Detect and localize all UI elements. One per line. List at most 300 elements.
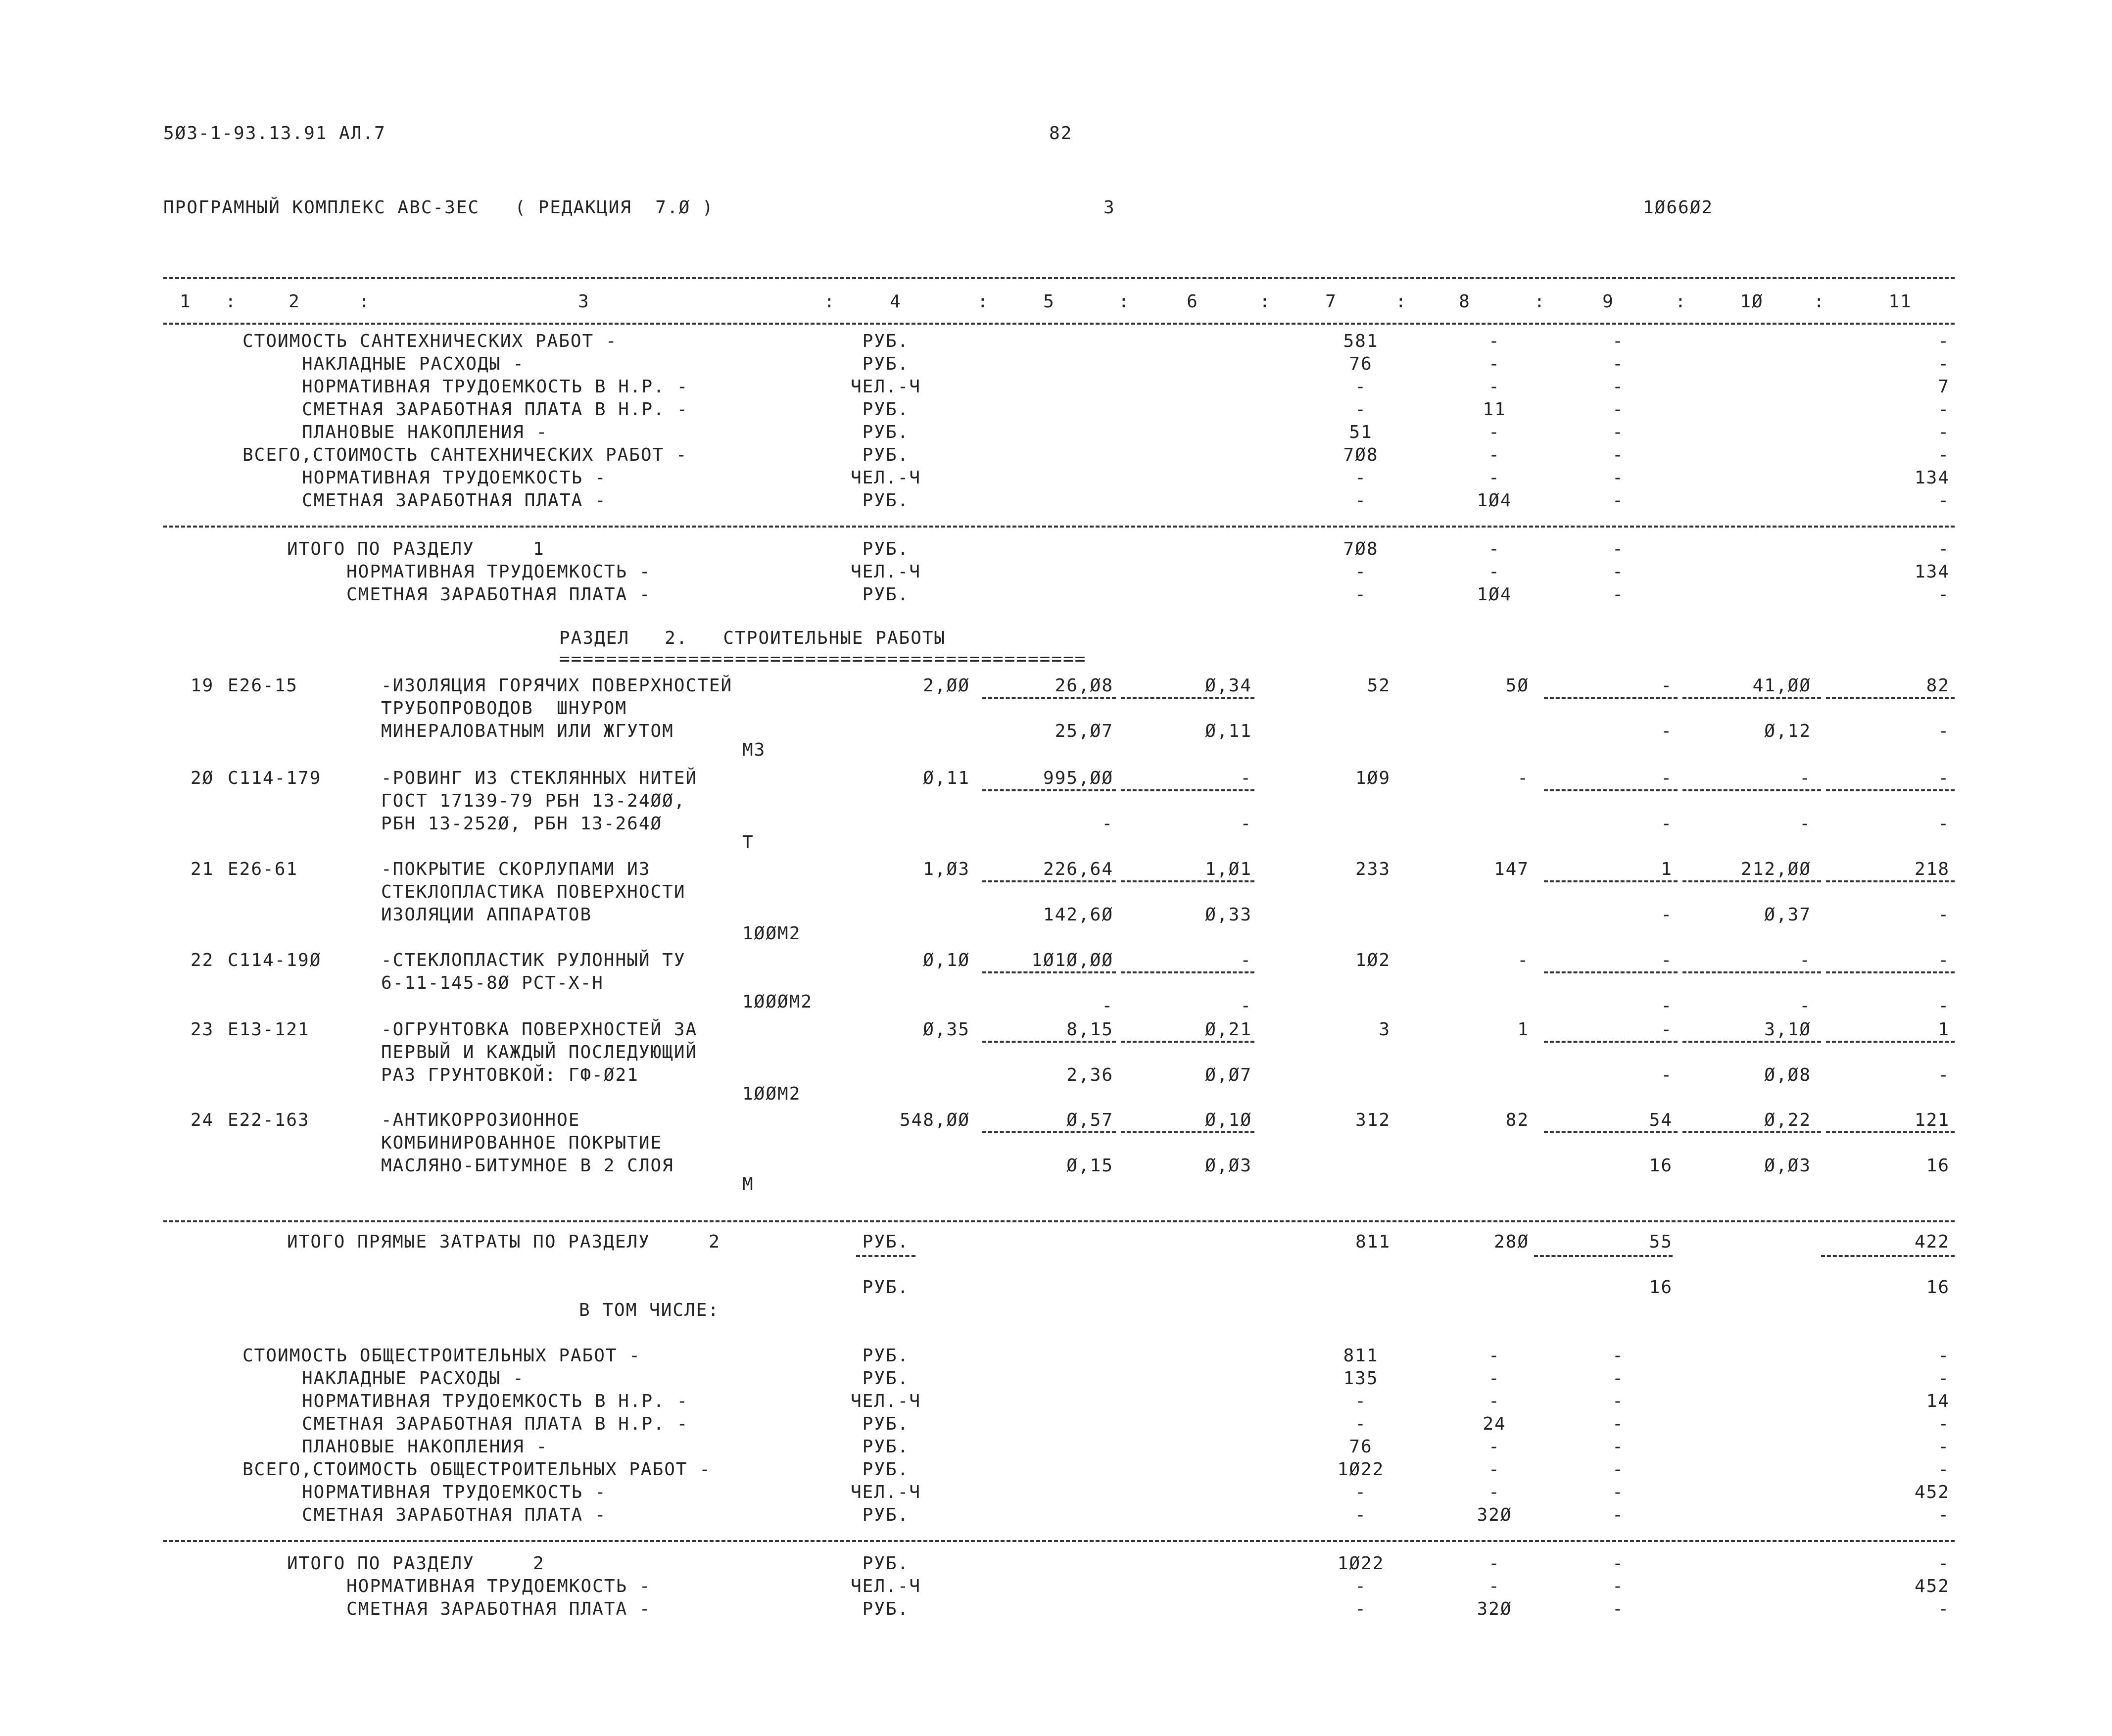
section2-total-row-col9: - <box>1612 1553 1624 1574</box>
item-unit-wage: 1,Ø1 <box>1205 859 1252 879</box>
subtotal-rule-col10 <box>1682 789 1821 791</box>
direct-costs-label: ИТОГО ПРЯМЫЕ ЗАТРАТЫ ПО РАЗДЕЛУ 2 <box>287 1232 720 1252</box>
item-total-cost: 233 <box>1355 859 1391 879</box>
section2-summary-row-label: ПЛАНОВЫЕ НАКОПЛЕНИЯ - <box>302 1437 548 1457</box>
col-9-header: 9 <box>1602 291 1614 312</box>
item-description-line: -АНТИКОРРОЗИОННОЕ <box>381 1110 580 1130</box>
subtotal-rule-col9 <box>1544 697 1678 699</box>
including-label: В ТОМ ЧИСЛЕ: <box>579 1300 720 1320</box>
item-labor-norm-sub: Ø,Ø8 <box>1764 1065 1811 1085</box>
item-description-line: -ПОКРЫТИЕ СКОРЛУПАМИ ИЗ <box>381 859 651 879</box>
item-total-cost: 1Ø2 <box>1355 950 1391 970</box>
section1-summary-row-col7: - <box>1355 468 1367 488</box>
item-unit-cost-sub: - <box>1102 814 1113 834</box>
item-labor-total-sub: - <box>1938 996 1950 1016</box>
section2-summary-row-col9: - <box>1612 1414 1624 1434</box>
col-7-header: 7 <box>1325 291 1337 312</box>
col-5-header: 5 <box>1043 291 1055 312</box>
section2-underline: ============================================= <box>559 649 1087 669</box>
section1-summary-row-col7: 7Ø8 <box>1343 445 1379 465</box>
col-3-header: 3 <box>578 291 590 312</box>
section2-total-row-col11: - <box>1938 1553 1950 1574</box>
section1-summary-row-col7: - <box>1355 377 1367 397</box>
item-unit-wage-sub: - <box>1240 814 1252 834</box>
section2-summary-row-col8: - <box>1488 1482 1500 1502</box>
col-10-header: 1Ø <box>1740 291 1764 312</box>
section1-total-row-col7: - <box>1355 562 1367 582</box>
subtotal-rule-col10 <box>1682 880 1821 882</box>
section2-summary-row-col11: - <box>1938 1459 1950 1480</box>
section2-summary-row-col9: - <box>1612 1482 1624 1502</box>
section2-summary-row-col9: - <box>1612 1346 1624 1366</box>
section2-total-row-unit: ЧЕЛ.-Ч <box>850 1576 921 1596</box>
section1-summary-row-col9: - <box>1612 422 1624 442</box>
item-labor-total: 218 <box>1914 859 1950 879</box>
section1-summary-row-label: НОРМАТИВНАЯ ТРУДОЕМКОСТЬ - <box>302 468 607 488</box>
section2-summary-row-col8: 24 <box>1483 1414 1506 1434</box>
section1-summary-row-col8: - <box>1488 445 1500 465</box>
section2-summary-row-col9: - <box>1612 1459 1624 1480</box>
item-number: 2Ø <box>191 768 214 788</box>
section1-summary-row-col8: - <box>1488 377 1500 397</box>
subtotal-rule-col10 <box>1682 971 1821 973</box>
item-labor-total: - <box>1938 950 1950 970</box>
section2-summary-row-col9: - <box>1612 1437 1624 1457</box>
section2-total-row-col9: - <box>1612 1576 1624 1596</box>
section1-total-row-col11: - <box>1938 539 1950 559</box>
item-description-line: РАЗ ГРУНТОВКОЙ: ГФ-Ø21 <box>381 1065 639 1085</box>
document-code: 5Ø3-1-93.13.91 АЛ.7 <box>163 123 386 144</box>
item-unit: 1ØØМ2 <box>742 923 801 944</box>
item-total-wage: - <box>1517 950 1529 970</box>
section2-summary-row-col11: - <box>1938 1346 1950 1366</box>
item-description-line: МАСЛЯНО-БИТУМНОЕ В 2 СЛОЯ <box>381 1156 674 1176</box>
subtotal-rule-col6 <box>1121 1131 1254 1133</box>
item-unit-wage: Ø,1Ø <box>1205 1110 1252 1130</box>
subtotal-rule-col5 <box>982 1131 1116 1133</box>
section1-summary-row-col9: - <box>1612 490 1624 511</box>
subtotal-rule-col9 <box>1544 880 1678 882</box>
item-unit: 1ØØØМ2 <box>742 992 813 1012</box>
column-separator: : <box>1259 291 1271 312</box>
section1-summary-row-col11: - <box>1938 490 1950 511</box>
col-11-header: 11 <box>1888 291 1912 312</box>
section1-summary-row-col8: - <box>1488 468 1500 488</box>
section1-summary-row-unit: РУБ. <box>862 490 910 511</box>
item-labor-norm-sub: Ø,Ø3 <box>1764 1156 1811 1176</box>
subtotal-rule-col11 <box>1826 697 1955 699</box>
section2-summary-row-col11: - <box>1938 1437 1950 1457</box>
section2-summary-row-unit: ЧЕЛ.-Ч <box>850 1391 921 1411</box>
section2-total-row-col8: - <box>1488 1576 1500 1596</box>
item-labor-total-sub: - <box>1938 905 1950 925</box>
item-quantity: 1,Ø3 <box>923 859 970 879</box>
item-unit-wage-sub: Ø,11 <box>1205 721 1252 741</box>
subtotal-rule-col6 <box>1121 1041 1254 1043</box>
item-labor-total-sub: - <box>1938 814 1950 834</box>
subtotal-rule-col6 <box>1121 789 1254 791</box>
item-description-line: -ИЗОЛЯЦИЯ ГОРЯЧИХ ПОВЕРХНОСТЕЙ <box>381 675 733 696</box>
section1-total-row-col7: 7Ø8 <box>1343 539 1379 559</box>
section1-summary-row-col7: - <box>1355 399 1367 420</box>
item-machine-cost: - <box>1661 675 1673 696</box>
section1-summary-row-unit: РУБ. <box>862 354 910 374</box>
direct-costs-rule <box>163 1220 1955 1222</box>
subtotal-rule-col11 <box>1826 789 1955 791</box>
item-labor-norm: 41,ØØ <box>1752 675 1811 696</box>
header-bottom-rule <box>163 323 1955 325</box>
item-machine-cost-sub: - <box>1661 996 1673 1016</box>
item-labor-norm: 3,1Ø <box>1764 1019 1811 1040</box>
item-total-wage: 5Ø <box>1505 675 1529 696</box>
section2-summary-row-col7: 811 <box>1343 1346 1379 1366</box>
item-unit-wage-sub: Ø,Ø7 <box>1205 1065 1252 1085</box>
section2-summary-row-col8: - <box>1488 1346 1500 1366</box>
subtotal-rule-col5 <box>982 1041 1116 1043</box>
item-code: С114-179 <box>228 768 322 788</box>
section1-summary-row-col9: - <box>1612 399 1624 420</box>
item-labor-total-sub: - <box>1938 1065 1950 1085</box>
item-quantity: Ø,11 <box>923 768 970 788</box>
section2-summary-row-label: СТОИМОСТЬ ОБЩЕСТРОИТЕЛЬНЫХ РАБОТ - <box>242 1346 641 1366</box>
item-unit: 1ØØМ2 <box>742 1084 801 1104</box>
section1-total-row-col9: - <box>1612 539 1624 559</box>
section1-total-row-col9: - <box>1612 562 1624 582</box>
column-separator: : <box>977 291 989 312</box>
col-4-header: 4 <box>890 291 902 312</box>
section2-summary-row-col7: 135 <box>1343 1368 1379 1389</box>
item-machine-cost-sub: - <box>1661 905 1673 925</box>
section1-summary-row-unit: РУБ. <box>862 331 910 351</box>
direct-costs-col8: 28Ø <box>1493 1232 1529 1252</box>
section2-total-row-col7: - <box>1355 1599 1367 1619</box>
column-separator: : <box>1395 291 1407 312</box>
item-labor-norm-sub: - <box>1799 996 1811 1016</box>
section2-summary-row-label: НОРМАТИВНАЯ ТРУДОЕМКОСТЬ В Н.Р. - <box>302 1391 689 1411</box>
col-8-header: 8 <box>1459 291 1471 312</box>
item-unit-cost-sub: 25,Ø7 <box>1055 721 1113 741</box>
subtotal-rule-col9 <box>1544 1041 1678 1043</box>
section1-summary-row-label: СМЕТНАЯ ЗАРАБОТНАЯ ПЛАТА - <box>302 490 607 511</box>
item-machine-cost-sub: - <box>1661 1065 1673 1085</box>
item-total-wage: 1 <box>1517 1019 1529 1040</box>
subtotal-rule-col5 <box>982 789 1116 791</box>
direct-costs-col9-rule <box>1534 1255 1673 1257</box>
item-number: 21 <box>191 859 214 879</box>
section1-total-row-col11: 134 <box>1914 562 1950 582</box>
item-total-cost: 3 <box>1379 1019 1391 1040</box>
item-description-line: ГОСТ 17139-79 РБН 13-24ØØ, <box>381 791 686 811</box>
subtotal-rule-col5 <box>982 880 1116 882</box>
item-machine-cost: - <box>1661 950 1673 970</box>
item-unit-cost: 26,Ø8 <box>1055 675 1113 696</box>
section2-summary-row-unit: ЧЕЛ.-Ч <box>850 1482 921 1502</box>
item-quantity: 2,ØØ <box>923 675 970 696</box>
sheet-number: 3 <box>1104 197 1115 218</box>
section1-summary-row-col9: - <box>1612 468 1624 488</box>
section2-total-row-label: НОРМАТИВНАЯ ТРУДОЕМКОСТЬ - <box>346 1576 651 1596</box>
item-code: Е13-121 <box>228 1019 310 1040</box>
section2-summary-row-label: ВСЕГО,СТОИМОСТЬ ОБЩЕСТРОИТЕЛЬНЫХ РАБОТ - <box>242 1459 711 1480</box>
column-separator: : <box>225 291 237 312</box>
item-machine-cost: - <box>1661 768 1673 788</box>
subtotal-rule-col10 <box>1682 1041 1821 1043</box>
section2-summary-row-unit: РУБ. <box>862 1437 910 1457</box>
item-machine-cost: - <box>1661 1019 1673 1040</box>
section2-summary-row-label: СМЕТНАЯ ЗАРАБОТНАЯ ПЛАТА - <box>302 1505 607 1525</box>
item-description-line: МИНЕРАЛОВАТНЫМ ИЛИ ЖГУТОМ <box>381 721 674 741</box>
item-unit-cost: 8,15 <box>1066 1019 1113 1040</box>
direct-costs-col11: 422 <box>1914 1232 1950 1252</box>
subtotal-rule-col9 <box>1544 1131 1678 1133</box>
col-2-header: 2 <box>288 291 300 312</box>
section2-summary-row-col11: - <box>1938 1414 1950 1434</box>
subtotal-rule-col6 <box>1121 880 1254 882</box>
section2-summary-row-col11: - <box>1938 1505 1950 1525</box>
item-labor-norm: 212,ØØ <box>1740 859 1811 879</box>
section1-summary-row-col11: - <box>1938 399 1950 420</box>
item-description-line: -ОГРУНТОВКА ПОВЕРХНОСТЕЙ ЗА <box>381 1019 698 1040</box>
item-number: 23 <box>191 1019 214 1040</box>
item-unit-cost-sub: 142,6Ø <box>1043 905 1113 925</box>
section2-summary-row-col11: - <box>1938 1368 1950 1389</box>
section1-summary-row-col8: - <box>1488 354 1500 374</box>
item-unit-wage-sub: Ø,33 <box>1205 905 1252 925</box>
section1-summary-row-col7: 51 <box>1349 422 1373 442</box>
direct-costs-unit-rule <box>856 1255 915 1257</box>
section2-total-row-col8: - <box>1488 1553 1500 1574</box>
direct-costs-unit2: РУБ. <box>862 1277 910 1298</box>
section1-summary-rule <box>163 526 1955 528</box>
column-separator: : <box>1118 291 1130 312</box>
item-description-line: ТРУБОПРОВОДОВ ШНУРОМ <box>381 698 627 719</box>
section1-summary-row-col8: 11 <box>1483 399 1506 420</box>
section1-summary-row-col9: - <box>1612 445 1624 465</box>
section2-total-row-col11: - <box>1938 1599 1950 1619</box>
section1-total-row-label: ИТОГО ПО РАЗДЕЛУ 1 <box>287 539 545 559</box>
item-description-line: -РОВИНГ ИЗ СТЕКЛЯННЫХ НИТЕЙ <box>381 768 698 788</box>
section2-total-row-label: ИТОГО ПО РАЗДЕЛУ 2 <box>287 1553 545 1574</box>
item-unit-cost: Ø,57 <box>1066 1110 1113 1130</box>
item-labor-norm: - <box>1799 768 1811 788</box>
section2-total-row-col7: - <box>1355 1576 1367 1596</box>
item-unit: М3 <box>742 740 766 760</box>
section1-total-row-col8: - <box>1488 562 1500 582</box>
item-description-line: ИЗОЛЯЦИИ АППАРАТОВ <box>381 905 592 925</box>
subtotal-rule-col11 <box>1826 880 1955 882</box>
document-id: 1Ø66Ø2 <box>1643 197 1714 218</box>
section1-summary-row-col11: 7 <box>1938 377 1950 397</box>
section1-total-row-unit: РУБ. <box>862 584 910 605</box>
item-code: Е22-163 <box>228 1110 310 1130</box>
item-unit-wage-sub: - <box>1240 996 1252 1016</box>
item-number: 22 <box>191 950 214 970</box>
item-code: Е26-15 <box>228 675 298 696</box>
subtotal-rule-col9 <box>1544 971 1678 973</box>
item-description-line: -СТЕКЛОПЛАСТИК РУЛОННЫЙ ТУ <box>381 950 686 970</box>
item-unit-cost: 226,64 <box>1043 859 1113 879</box>
section1-total-row-col11: - <box>1938 584 1950 605</box>
section2-summary-row-col11: 452 <box>1914 1482 1950 1502</box>
section1-total-row-col7: - <box>1355 584 1367 605</box>
section1-summary-row-col11: - <box>1938 354 1950 374</box>
section2-summary-row-col8: - <box>1488 1459 1500 1480</box>
item-description-line: СТЕКЛОПЛАСТИКА ПОВЕРХНОСТИ <box>381 882 686 902</box>
section1-summary-row-col8: - <box>1488 331 1500 351</box>
section2-title: РАЗДЕЛ 2. СТРОИТЕЛЬНЫЕ РАБОТЫ <box>559 628 946 648</box>
section1-summary-row-unit: РУБ. <box>862 445 910 465</box>
section1-summary-row-label: ВСЕГО,СТОИМОСТЬ САНТЕХНИЧЕСКИХ РАБОТ - <box>242 445 688 465</box>
section1-summary-row-col9: - <box>1612 377 1624 397</box>
section2-summary-row-unit: РУБ. <box>862 1459 910 1480</box>
item-unit-cost-sub: 2,36 <box>1066 1065 1113 1085</box>
section1-summary-row-col8: - <box>1488 422 1500 442</box>
section2-summary-row-unit: РУБ. <box>862 1346 910 1366</box>
section2-summary-row-col8: - <box>1488 1437 1500 1457</box>
header-top-rule <box>163 277 1955 279</box>
column-separator: : <box>1675 291 1687 312</box>
column-separator: : <box>1814 291 1825 312</box>
col-6-header: 6 <box>1187 291 1199 312</box>
section1-total-row-col8: 1Ø4 <box>1477 584 1512 605</box>
section2-summary-row-col9: - <box>1612 1391 1624 1411</box>
subtotal-rule-col6 <box>1121 697 1254 699</box>
item-description-line: 6-11-145-8Ø РСТ-Х-Н <box>381 973 604 993</box>
item-labor-total-sub: - <box>1938 721 1950 741</box>
section1-summary-row-col11: - <box>1938 422 1950 442</box>
section2-summary-row-label: НАКЛАДНЫЕ РАСХОДЫ - <box>302 1368 525 1389</box>
subtotal-rule-col9 <box>1544 789 1678 791</box>
item-labor-norm-sub: Ø,12 <box>1764 721 1811 741</box>
item-machine-cost-sub: - <box>1661 814 1673 834</box>
subtotal-rule-col5 <box>982 697 1116 699</box>
section1-summary-row-col7: 76 <box>1349 354 1373 374</box>
item-labor-total: - <box>1938 768 1950 788</box>
item-unit-cost-sub: Ø,15 <box>1066 1156 1113 1176</box>
item-total-wage: 82 <box>1505 1110 1529 1130</box>
section1-total-row-unit: ЧЕЛ.-Ч <box>850 562 921 582</box>
item-machine-cost: 54 <box>1649 1110 1673 1130</box>
section2-summary-row-col9: - <box>1612 1505 1624 1525</box>
section2-summary-row-col8: - <box>1488 1368 1500 1389</box>
item-unit-cost-sub: - <box>1102 996 1113 1016</box>
section1-summary-row-label: СТОИМОСТЬ САНТЕХНИЧЕСКИХ РАБОТ - <box>242 331 618 351</box>
section1-summary-row-col8: 1Ø4 <box>1477 490 1512 511</box>
section1-summary-row-unit: РУБ. <box>862 399 910 420</box>
section2-summary-row-col7: 1Ø22 <box>1337 1459 1385 1480</box>
section2-summary-row-col11: 14 <box>1926 1391 1950 1411</box>
section1-total-row-col9: - <box>1612 584 1624 605</box>
direct-costs-col11-rule <box>1821 1255 1955 1257</box>
section2-total-row-col8: 32Ø <box>1477 1599 1512 1619</box>
section2-summary-row-label: НОРМАТИВНАЯ ТРУДОЕМКОСТЬ - <box>302 1482 607 1502</box>
item-unit-cost: 995,ØØ <box>1043 768 1113 788</box>
item-total-cost: 312 <box>1355 1110 1391 1130</box>
section1-summary-row-unit: ЧЕЛ.-Ч <box>850 377 921 397</box>
direct-costs-col9-sub: 16 <box>1649 1277 1673 1298</box>
item-labor-total-sub: 16 <box>1926 1156 1950 1176</box>
section1-summary-row-col9: - <box>1612 331 1624 351</box>
section2-summary-row-label: СМЕТНАЯ ЗАРАБОТНАЯ ПЛАТА В Н.Р. - <box>302 1414 689 1434</box>
section1-summary-row-col9: - <box>1612 354 1624 374</box>
col-1-header: 1 <box>180 291 192 312</box>
item-description-line: РБН 13-252Ø, РБН 13-264Ø <box>381 814 663 834</box>
section2-total-row-unit: РУБ. <box>862 1553 910 1574</box>
section1-summary-row-col11: - <box>1938 331 1950 351</box>
item-labor-norm: - <box>1799 950 1811 970</box>
item-unit-cost: 1Ø1Ø,ØØ <box>1031 950 1113 970</box>
section1-summary-row-col11: - <box>1938 445 1950 465</box>
subtotal-rule-col11 <box>1826 1041 1955 1043</box>
item-machine-cost-sub: - <box>1661 721 1673 741</box>
item-machine-cost: 1 <box>1661 859 1673 879</box>
subtotal-rule-col10 <box>1682 697 1821 699</box>
item-total-cost: 52 <box>1367 675 1391 696</box>
item-number: 24 <box>191 1110 214 1130</box>
section1-summary-row-label: ПЛАНОВЫЕ НАКОПЛЕНИЯ - <box>302 422 548 442</box>
subtotal-rule-col6 <box>1121 971 1254 973</box>
subtotal-rule-col11 <box>1826 1131 1955 1133</box>
item-unit-wage-sub: Ø,Ø3 <box>1205 1156 1252 1176</box>
item-total-wage: - <box>1517 768 1529 788</box>
section1-summary-row-label: НОРМАТИВНАЯ ТРУДОЕМКОСТЬ В Н.Р. - <box>302 377 689 397</box>
item-total-cost: 1Ø9 <box>1355 768 1391 788</box>
section2-summary-row-col7: - <box>1355 1482 1367 1502</box>
item-quantity: Ø,35 <box>923 1019 970 1040</box>
item-machine-cost-sub: 16 <box>1649 1156 1673 1176</box>
item-unit-wage: - <box>1240 950 1252 970</box>
item-labor-total: 1 <box>1938 1019 1950 1040</box>
item-total-wage: 147 <box>1493 859 1529 879</box>
item-labor-total: 121 <box>1914 1110 1950 1130</box>
section2-summary-row-col7: - <box>1355 1505 1367 1525</box>
item-number: 19 <box>191 675 214 696</box>
section2-total-row-col9: - <box>1612 1599 1624 1619</box>
item-code: С114-19Ø <box>228 950 322 970</box>
item-unit: Т <box>742 832 754 853</box>
section1-summary-row-unit: ЧЕЛ.-Ч <box>850 468 921 488</box>
column-separator: : <box>359 291 371 312</box>
section1-summary-row-label: СМЕТНАЯ ЗАРАБОТНАЯ ПЛАТА В Н.Р. - <box>302 399 689 420</box>
section2-total-row-unit: РУБ. <box>862 1599 910 1619</box>
item-code: Е26-61 <box>228 859 298 879</box>
subtotal-rule-col10 <box>1682 1131 1821 1133</box>
section1-summary-row-label: НАКЛАДНЫЕ РАСХОДЫ - <box>302 354 525 374</box>
direct-costs-unit: РУБ. <box>862 1232 910 1252</box>
item-description-line: ПЕРВЫЙ И КАЖДЫЙ ПОСЛЕДУЮЩИЙ <box>381 1042 698 1062</box>
section2-summary-row-col9: - <box>1612 1368 1624 1389</box>
section2-total-row-col7: 1Ø22 <box>1337 1553 1385 1574</box>
direct-costs-col11-sub: 16 <box>1926 1277 1950 1298</box>
section2-summary-row-unit: РУБ. <box>862 1414 910 1434</box>
subtotal-rule-col5 <box>982 971 1116 973</box>
subtotal-rule-col11 <box>1826 971 1955 973</box>
program-title: ПРОГРАМНЫЙ КОМПЛЕКС АВС-3ЕС ( РЕДАКЦИЯ 7.Ø ) <box>163 197 714 218</box>
column-separator: : <box>824 291 836 312</box>
section2-summary-row-col8: 32Ø <box>1477 1505 1512 1525</box>
section2-summary-row-col7: - <box>1355 1414 1367 1434</box>
item-description-line: КОМБИНИРОВАННОЕ ПОКРЫТИЕ <box>381 1133 663 1153</box>
direct-costs-col7: 811 <box>1355 1232 1391 1252</box>
item-labor-norm: Ø,22 <box>1764 1110 1811 1130</box>
item-labor-norm-sub: - <box>1799 814 1811 834</box>
item-quantity: 548,ØØ <box>899 1110 970 1130</box>
item-quantity: Ø,1Ø <box>923 950 970 970</box>
section2-summary-row-col8: - <box>1488 1391 1500 1411</box>
section1-total-row-label: СМЕТНАЯ ЗАРАБОТНАЯ ПЛАТА - <box>346 584 651 605</box>
item-unit-wage: Ø,34 <box>1205 675 1252 696</box>
item-labor-total: 82 <box>1926 675 1950 696</box>
